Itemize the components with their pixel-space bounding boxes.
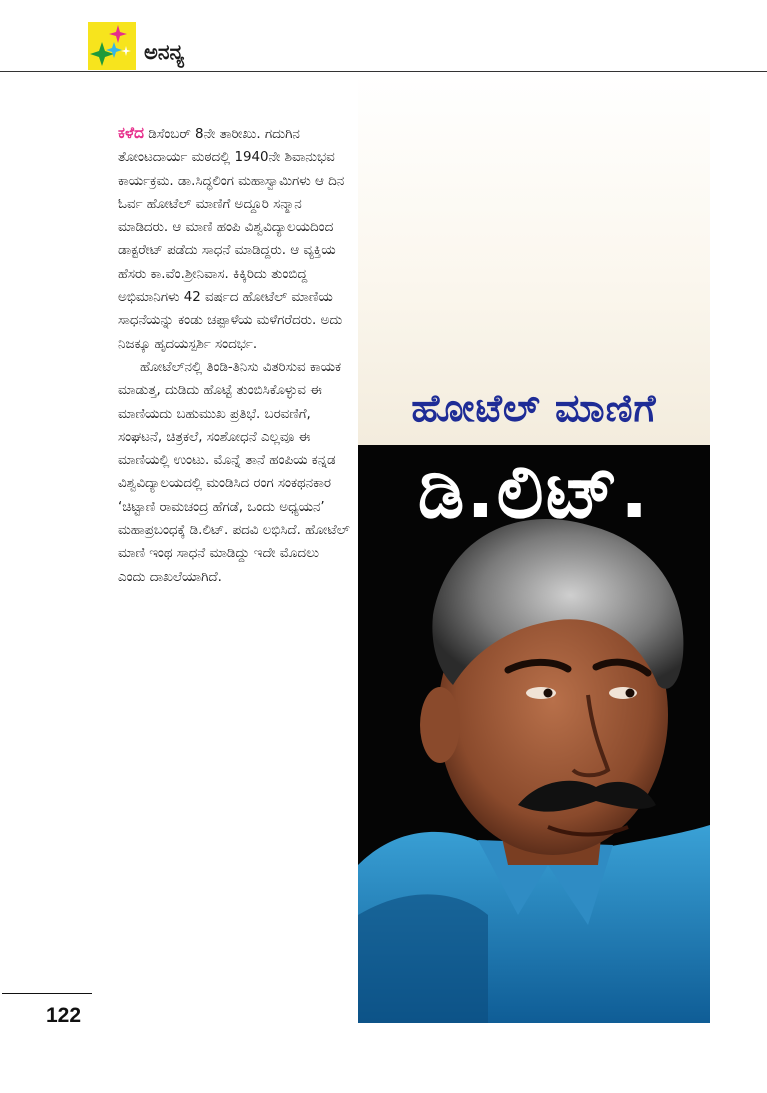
headline-line-1: ಹೋಟೆಲ್ ಮಾಣಿಗೆ [411,386,657,430]
section-name: ಅನನ್ಯ [144,40,185,64]
pupil-shape [544,689,553,698]
portrait-photo [358,445,710,1023]
ear-shape [420,687,460,763]
headline-line-2: ಡಿ.ಲಿಟ್. [417,449,651,535]
shoulder-shadow [358,894,488,1023]
sparkle-logo-icon [88,22,136,70]
paragraph-1-text: ಡಿಸೆಂಬರ್ 8ನೇ ತಾರೀಖು. ಗದುಗಿನ ತೋಂಟದಾರ್ಯ ಮಠದಲ್ಲಿ 1940ನೇ ಶಿವಾನುಭವ ಕಾರ್ಯಕ್ರಮ. ಡಾ.ಸಿದ್ಧಲಿಂಗ ಮಹಾಸ್ವಾಮಿಗಳು ಆ ದಿನ ಓರ್ವ ಹೋಟೆಲ್ ಮಾಣಿಗೆ ಅದ್ದೂರಿ ಸನ್ಮಾನ ಮಾಡಿದರು. ಆ ಮಾಣಿ ಹಂಪಿ ವಿಶ್ವವಿದ್ಯಾಲಯದಿಂದ ಡಾಕ್ಟರೇಟ್ ಪಡೆದು ಸಾಧನೆ ಮಾಡಿದ್ದರು. ಆ ವ್ಯಕ್ತಿಯ ಹೆಸರು ಕಾ.ವೆಂ.ಶ್ರೀನಿವಾಸ. ಕಿಕ್ಕಿರಿದು ತುಂಬಿದ್ದ ಅಭಿಮಾನಿಗಳು 42 ವರ್ಷದ ಹೋಟೆಲ್ ಮಾಣಿಯ ಸಾಧನೆಯನ್ನು ಕಂಡು ಚಪ್ಪಾಳೆಯ ಮಳೆಗರೆದರು. ಅದು ನಿಜಕ್ಕೂ ಹೃದಯಸ್ಪರ್ಶಿ ಸಂದರ್ಭ. [118,127,345,352]
page-number: 122 [46,1004,82,1027]
article-paragraph-2: ಹೋಟೆಲ್‌ನಲ್ಲಿ ತಿಂಡಿ-ತಿನಿಸು ವಿತರಿಸುವ ಕಾಯಕ ಮಾಡುತ್ತ, ದುಡಿದು ಹೊಟ್ಟೆ ತುಂಬಿಸಿಕೊಳ್ಳುವ ಈ ಮಾಣಿಯದು ಬಹುಮುಖ ಪ್ರತಿಭೆ. ಬರವಣಿಗೆ, ಸಂಘಟನೆ, ಚಿತ್ರಕಲೆ, ಸಂಶೋಧನೆ ಎಲ್ಲವೂ ಈ ಮಾಣಿಯಲ್ಲಿ ಉಂಟು. ಮೊನ್ನೆ ತಾನೆ ಹಂಪಿಯ ಕನ್ನಡ ವಿಶ್ವವಿದ್ಯಾಲಯದಲ್ಲಿ ಮಂಡಿಸಿದ ರಂಗ ಸಂಕಥನಕಾರ ‘ಚಿಟ್ಟಾಣಿ ರಾಮಚಂದ್ರ ಹೆಗಡೆ, ಒಂದು ಅಧ್ಯಯನ’ ಮಹಾಪ್ರಬಂಧಕ್ಕೆ ಡಿ.ಲಿಟ್. ಪದವಿ ಲಭಿಸಿದೆ. ಹೋಟೆಲ್ ಮಾಣಿ ಇಂಥ ಸಾಧನೆ ಮಾಡಿದ್ದು ಇದೇ ಮೊದಲು ಎಂದು ದಾಖಲೆಯಾಗಿದೆ. [118,359,350,585]
lead-word: ಕಳೆದ [118,124,145,142]
footer-divider [2,993,92,994]
article-body [118,122,350,589]
pupil-shape [626,689,635,698]
article-paragraph-1 [118,122,350,356]
